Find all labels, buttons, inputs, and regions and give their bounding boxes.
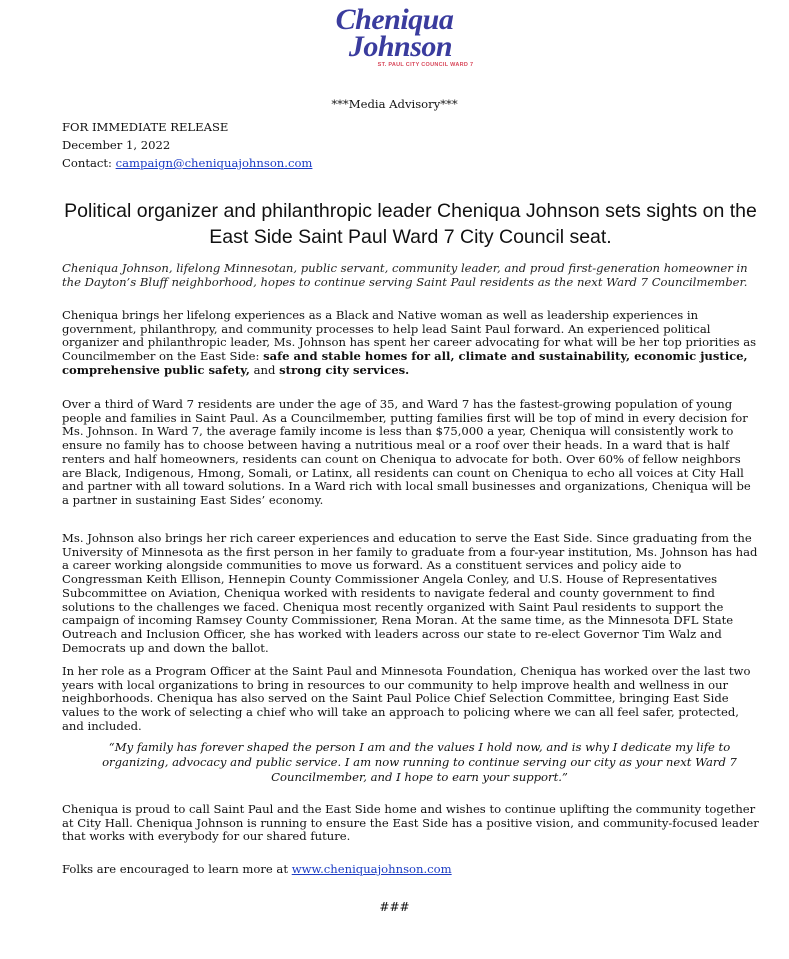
logo-last-name: Johnson <box>348 30 453 63</box>
priorities-and: and <box>249 362 280 377</box>
headline: Political organizer and philanthropic leader Cheniqua Johnson sets sights on the East Side Saint Paul Ward 7 City Council seat. <box>64 200 757 248</box>
website-link[interactable]: www.cheniquajohnson.com <box>291 862 452 876</box>
paragraph-ward-7: Over a third of Ward 7 residents are under the age of 35, and Ward 7 has the fastest-growing population of young people and families in Saint Paul. As a Councilmember, putting families first will be top of mind in every decision for Ms. Johnson. In Ward 7, the average family income is less than $75,000 a year, Cheniqua will consistently work to ensure no family has to choose between having a nutritious meal or a roof over their heads. In a ward that is half renters and half homeowners, residents can count on Cheniqua to advocate for both. Over 60% of fellow neighbors are Black, Indigenous, Hmong, Somali, or Latinx, all residents can count on Cheniqua to echo all voices at City Hall and partner with all toward solutions. In a Ward rich with local small businesses and organizations, Cheniqua will be a partner in sustaining East Sides’ economy. <box>62 397 751 507</box>
subhead: Cheniqua Johnson, lifelong Minnesotan, public servant, community leader, and proud first-generation homeowner in the Dayton’s Bluff neighborhood, hopes to continue serving Saint Paul residents as the next Ward 7 Councilmember. <box>62 261 748 289</box>
learn-more-text: Folks are encouraged to learn more at <box>62 862 292 876</box>
logo-subtitle: ST. PAUL CITY COUNCIL WARD 7 <box>377 62 474 68</box>
paragraph-closing: Cheniqua is proud to call Saint Paul and the East Side home and wishes to continue uplifting the community together at City Hall. Cheniqua Johnson is running to ensure the East Side has a positive vision, and community-focused leader that works with everybody for our shared future. <box>62 802 759 844</box>
release-date: December 1, 2022 <box>62 138 171 152</box>
paragraph-career: Ms. Johnson also brings her rich career experiences and education to serve the East Side. Since graduating from the University of Minnesota as the first person in her family to graduate from a four-year institution, Ms. Johnson has had a career working alongside communities to move us forward. As a constituent services and policy aide to Congressman Keith Ellison, Hennepin County Commissioner Angela Conley, and U.S. House of Representatives Subcommittee on Aviation, Cheniqua worked with residents to navigate federal and county government to find solutions to the challenges we faced. Cheniqua most recently organized with Saint Paul residents to support the campaign of incoming Ramsey County Commissioner, Rena Moran. At the same time, as the Minnesota DFL State Outreach and Inclusion Officer, she has worked with leaders across our state to re-elect Governor Tim Walz and Democrats up and down the ballot. <box>62 531 758 655</box>
end-mark: ### <box>379 900 410 914</box>
contact-email-link[interactable]: campaign@cheniquajohnson.com <box>115 156 313 170</box>
learn-more-line <box>62 863 759 877</box>
contact-label: Contact: <box>62 156 116 170</box>
campaign-logo <box>0 3 789 68</box>
priorities-intro: Cheniqua brings her lifelong experiences as a Black and Native woman as well as leadership experiences in government, philanthropy, and community processes to help lead Saint Paul forward. An experienced political organizer and philanthropic leader, Ms. Johnson has spent her career advocating for what will be her top priorities as Councilmember on the East Side: <box>62 308 757 364</box>
release-label: FOR IMMEDIATE RELEASE <box>62 120 229 134</box>
candidate-quote: “My family has forever shaped the person I am and the values I hold now, and is why I dedicate my life to organizing, advocacy and public service. I am now running to continue serving our city as your next Ward 7 Councilmember, and I hope to earn your support.” <box>102 740 737 784</box>
contact-line <box>62 154 312 172</box>
media-advisory-label: ***Media Advisory*** <box>331 97 458 111</box>
release-info <box>62 118 312 172</box>
paragraph-priorities <box>62 309 759 378</box>
paragraph-foundation: In her role as a Program Officer at the Saint Paul and Minnesota Foundation, Cheniqua has worked over the last two years with local organizations to bring in resources to our community to help improve health and wellness in our neighborhoods. Cheniqua has also served on the Saint Paul Police Chief Selection Committee, bringing East Side values to the work of selecting a chief who will take an approach to policing where we can all feel safer, protected, and included. <box>62 664 751 733</box>
priorities-last: strong city services. <box>279 362 410 377</box>
logo-first-name: Cheniqua <box>335 3 454 36</box>
priorities-list: safe and stable homes for all, climate and sustainability, economic justice, comprehensive public safety, <box>62 349 748 377</box>
